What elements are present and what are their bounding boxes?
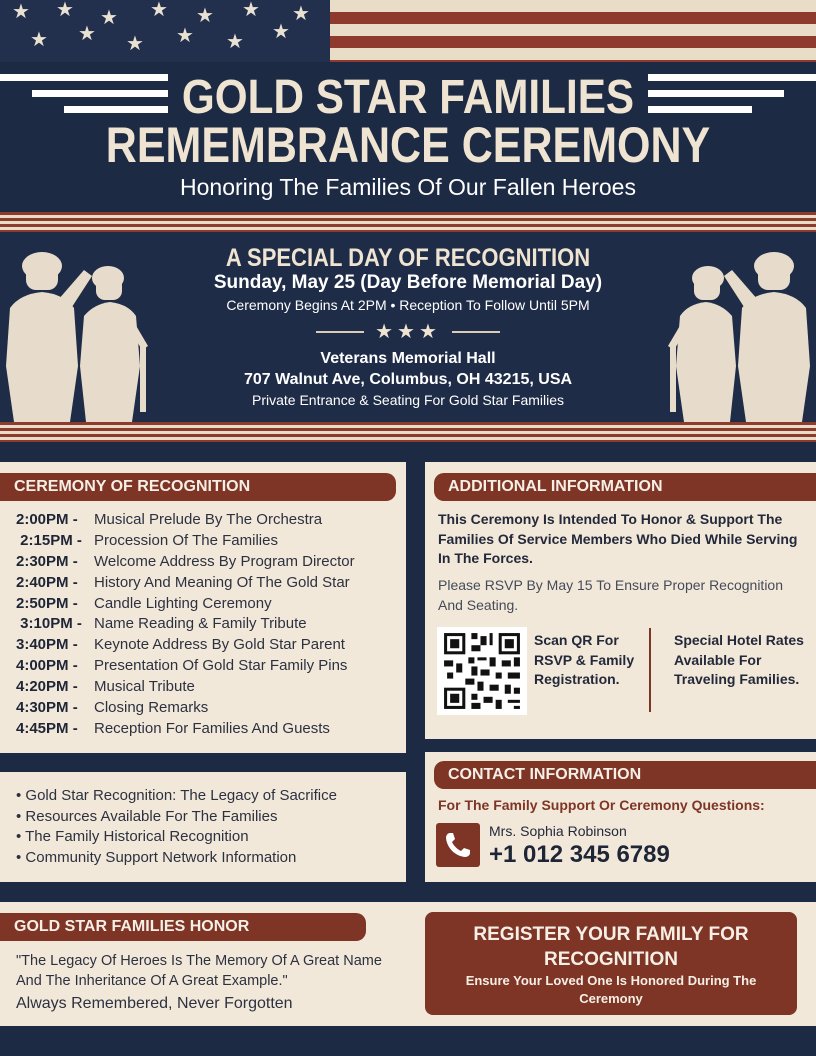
event-address: 707 Walnut Ave, Columbus, OH 43215, USA (243, 371, 573, 388)
list-item: • Resources Available For The Families (16, 807, 278, 825)
star-icon: ★ (56, 0, 74, 21)
star-icon: ★ (12, 1, 30, 23)
schedule-row: 3:40PM - Keynote Address By Gold Star Parent (16, 636, 345, 654)
page-subtitle: Honoring The Families Of Our Fallen Heroes (180, 174, 636, 200)
event-note: Private Entrance & Seating For Gold Star Families (251, 392, 565, 408)
schedule-row: 4:00PM - Presentation Of Gold Star Family Pins (16, 657, 348, 675)
schedule-row: 2:00PM - Musical Prelude By The Orchestra (16, 511, 323, 528)
schedule-row: 4:45PM - Reception For Families And Guests (16, 719, 330, 737)
contact-name: Mrs. Sophia Robinson (489, 823, 627, 839)
list-item: • The Family Historical Recognition (16, 828, 249, 846)
schedule-row: 2:30PM - Welcome Address By Program Director (16, 552, 355, 570)
schedule-row: 2:40PM - History And Meaning Of The Gold Star (16, 573, 350, 591)
star-icon: ★ (272, 21, 290, 43)
ceremony-heading: CEREMONY OF RECOGNITION (0, 473, 396, 501)
stripe-band-bottom (0, 422, 816, 442)
register-subtitle: Ensure Your Loved One Is Honored During The Ceremony (465, 973, 757, 1006)
star-icon: ★ (78, 23, 96, 45)
event-tagline: A SPECIAL DAY OF RECOGNITION (225, 244, 591, 272)
star-icon: ★ (176, 25, 194, 47)
schedule-row: 2:15PM - Procession Of The Families (16, 531, 278, 549)
star-icon: ★ (150, 0, 168, 21)
rsvp-note: Please RSVP By May 15 To Ensure Proper Recognition And Seating. (438, 577, 784, 613)
qr-code-icon[interactable] (437, 627, 527, 715)
star-icon: ★ (30, 29, 48, 51)
flag-banner (0, 0, 816, 62)
honor-quote: "The Legacy Of Heroes Is The Memory Of A Great Name And The Inheritance Of A Great Example." (16, 953, 382, 989)
info-divider (649, 628, 651, 712)
schedule-row: 2:50PM - Candle Lighting Ceremony (16, 594, 272, 612)
honor-heading: GOLD STAR FAMILIES HONOR (0, 913, 366, 941)
additional-info-heading: ADDITIONAL INFORMATION (434, 473, 816, 501)
stripe-band-top (0, 212, 816, 232)
contact-phone[interactable]: +1 012 345 6789 (489, 841, 670, 868)
star-icon: ★ (126, 33, 144, 55)
register-button[interactable] (425, 912, 797, 1015)
topics-list (16, 786, 337, 868)
star-divider (316, 319, 500, 343)
event-date: Sunday, May 25 (Day Before Memorial Day) (213, 272, 603, 293)
phone-icon (436, 823, 480, 867)
hotel-rates-text: Special Hotel Rates Available For Traveling Families. (674, 632, 804, 687)
star-icon: ★ (242, 0, 260, 21)
divider-stars-icon: ★★★ (375, 321, 441, 343)
schedule-row: 4:30PM - Closing Remarks (16, 699, 209, 717)
schedule-list (16, 511, 396, 741)
contact-question: For The Family Support Or Ceremony Questions: (438, 797, 765, 813)
star-icon: ★ (226, 31, 244, 53)
star-icon: ★ (196, 5, 214, 27)
schedule-row: 4:20PM - Musical Tribute (16, 678, 195, 696)
list-item: • Gold Star Recognition: The Legacy of Sacrifice (16, 787, 337, 804)
additional-intro: This Ceremony Is Intended To Honor & Support The Families Of Service Members Who Died While Serving In The Forces. (438, 511, 798, 566)
list-item: • Community Support Network Information (16, 848, 297, 866)
star-icon: ★ (100, 7, 118, 29)
event-times: Ceremony Begins At 2PM • Reception To Follow Until 5PM (226, 297, 590, 313)
contact-heading: CONTACT INFORMATION (434, 761, 816, 789)
page-title-line2: REMEMBRANCE CEREMONY (105, 117, 711, 173)
event-venue: Veterans Memorial Hall (320, 350, 496, 367)
register-title: REGISTER YOUR FAMILY FOR RECOGNITION (473, 924, 749, 970)
page-title-line1: GOLD STAR FAMILIES (181, 71, 635, 124)
star-icon: ★ (292, 3, 310, 25)
flag-stripes (330, 0, 816, 62)
honor-motto: Always Remembered, Never Forgotten (16, 995, 293, 1012)
schedule-row: 3:10PM - Name Reading & Family Tribute (16, 615, 307, 633)
scan-qr-text: Scan QR For RSVP & Family Registration. (534, 632, 635, 687)
